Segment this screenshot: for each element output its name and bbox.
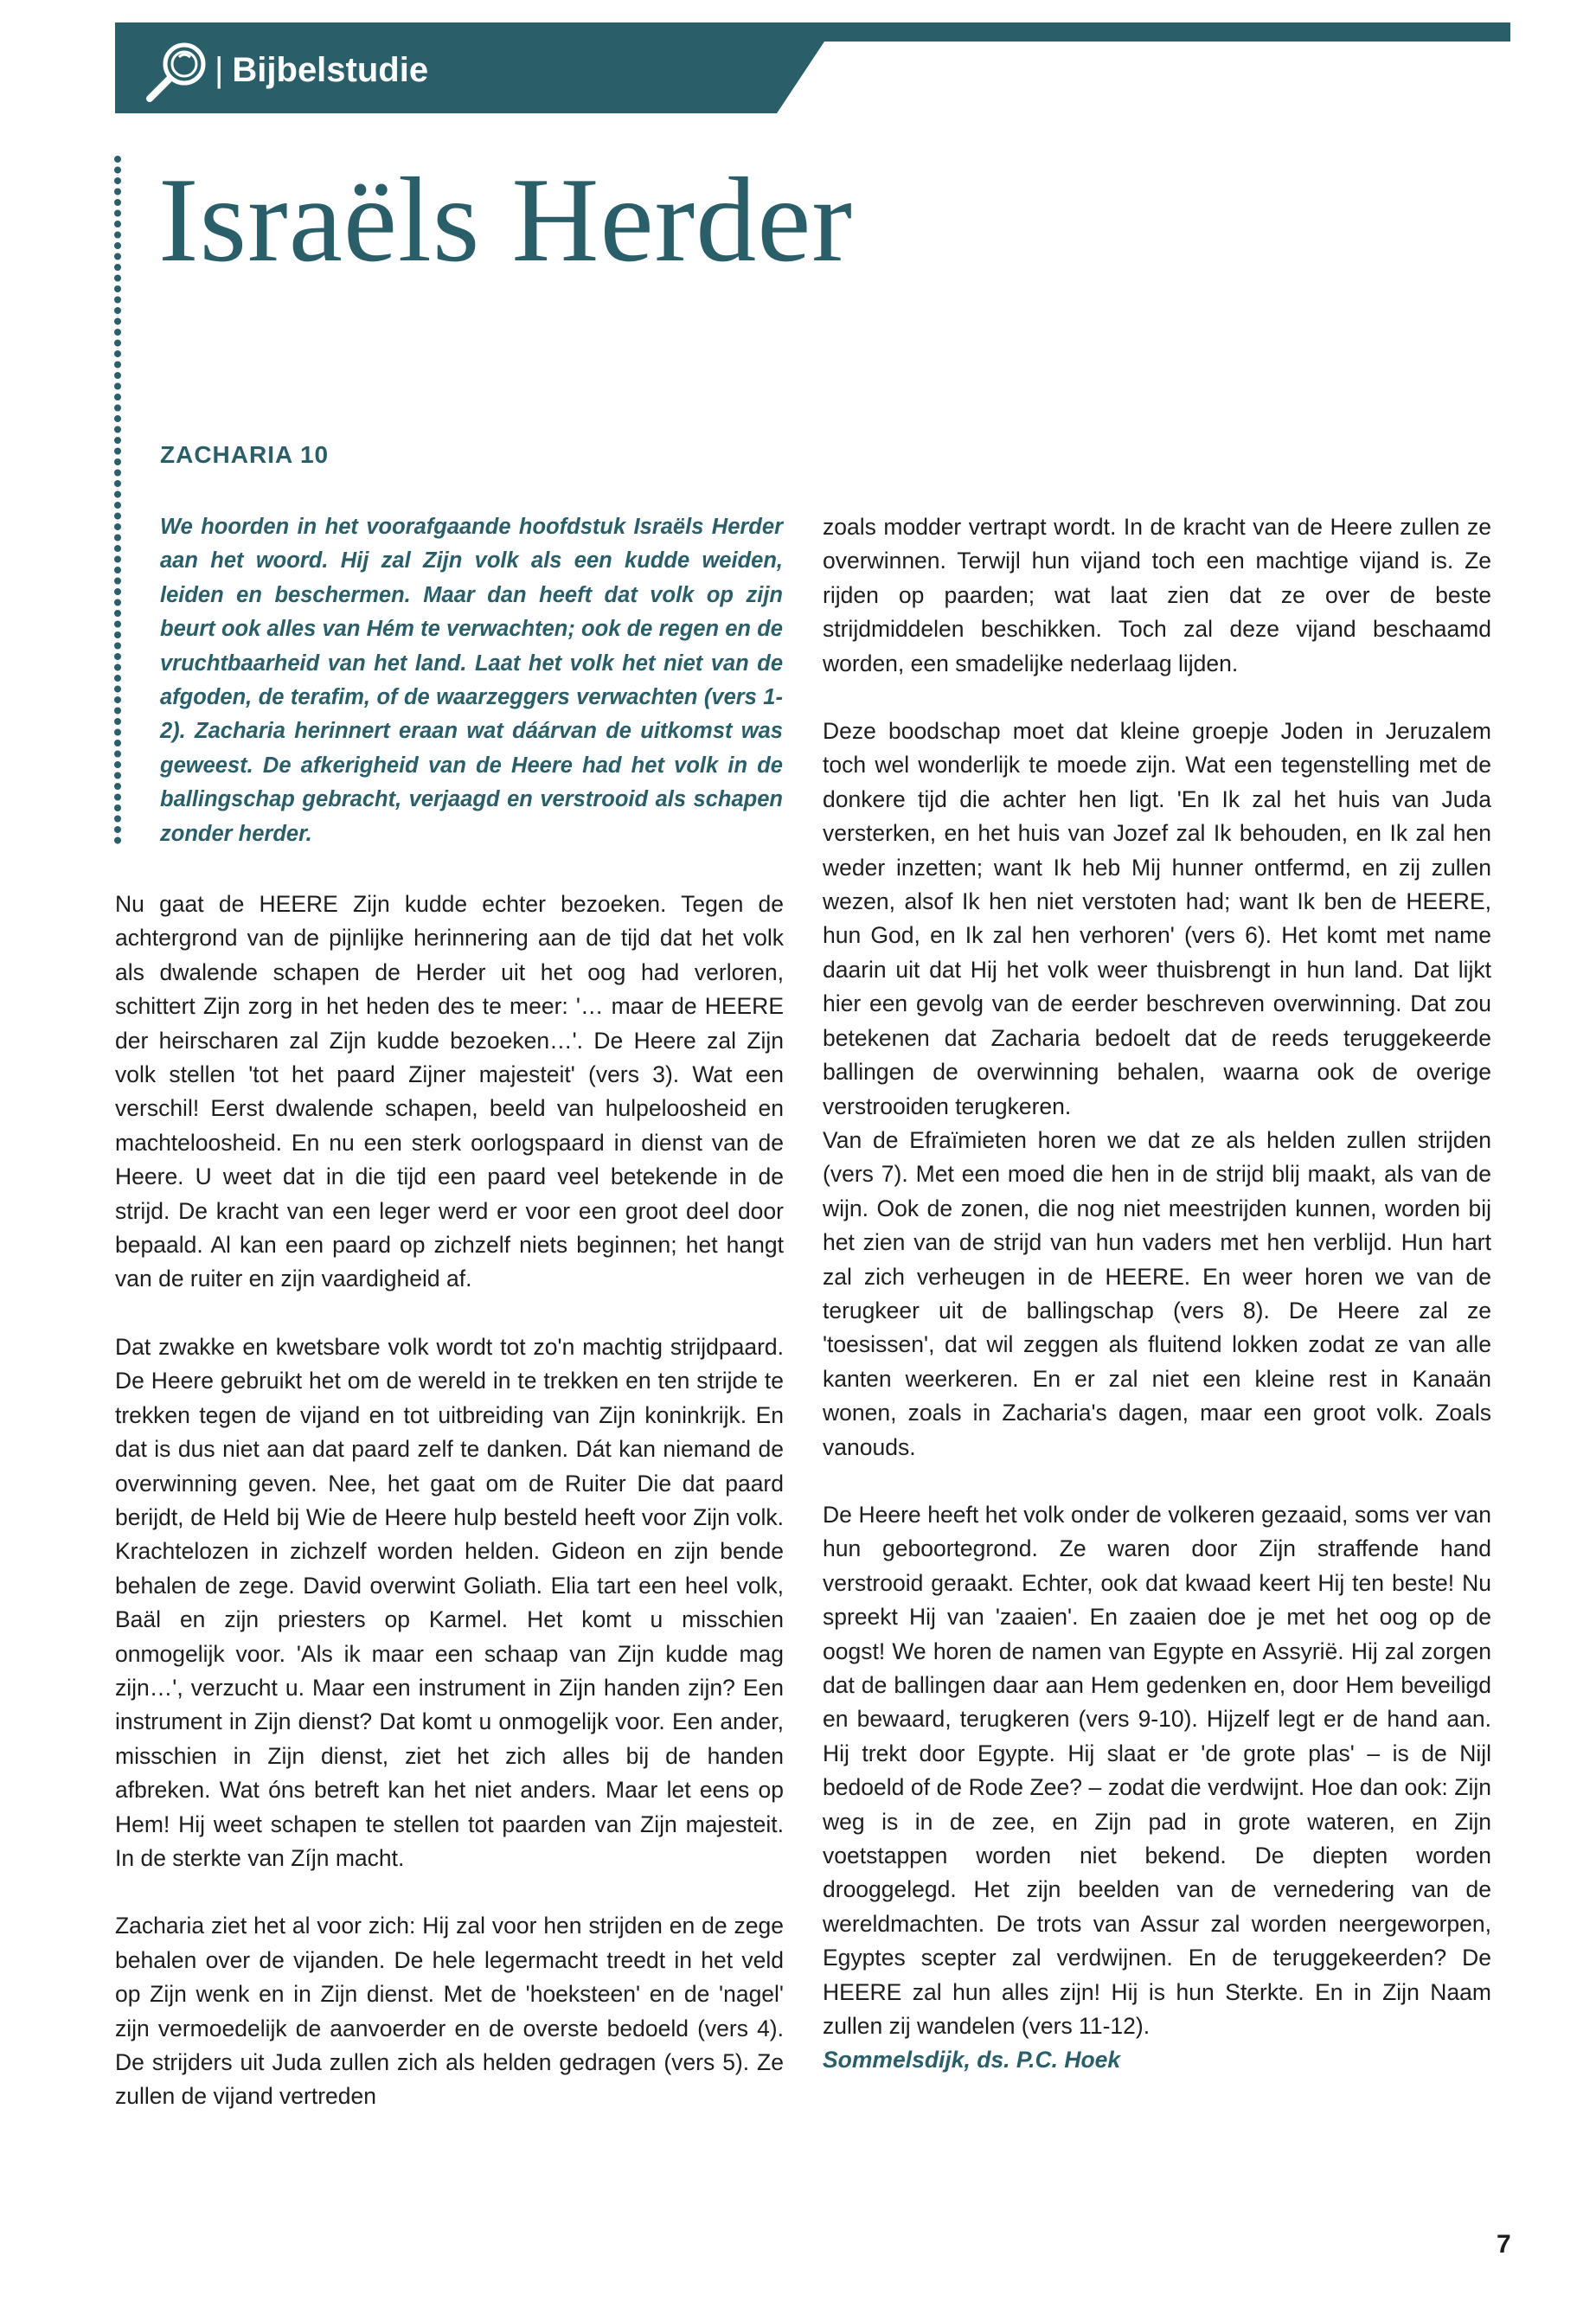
section-label: | Bijbelstudie bbox=[215, 51, 429, 89]
body-paragraph: zoals modder vertrapt wordt. In de kracht van de Heere zullen ze overwinnen. Terwijl hun vijand toch een machtige vijand is. Ze rijden op paarden; wat laat zien dat ze over de beste strijdmiddelen beschikken. Toch zal deze vijand beschaamd worden, een smadelijke nederlaag lijden. bbox=[823, 514, 1491, 676]
page-number: 7 bbox=[1497, 2230, 1511, 2259]
chapter-reference: ZACHARIA 10 bbox=[160, 441, 330, 468]
body-paragraph: Dat zwakke en kwetsbare volk wordt tot zo'n machtig strijdpaard. De Heere gebruikt het om de wereld in te trekken en ten strijde te trekken tegen de vijand en tot uitbreiding van Zijn koninkrijk. En dat is dus niet aan dat paard zelf te danken. Dát kan niemand de overwinning geven. Nee, het gaat om de Ruiter Die dat paard berijdt, de Held bij Wie de Heere hulp besteld heeft voor Zijn volk. Krachtelozen in zichzelf worden helden. Gideon en zijn bende behalen de zege. David overwint Goliath. Elia tart een heel volk, Baäl en zijn priesters op Karmel. Het komt u misschien onmogelijk voor. 'Als ik maar een schaap van Zijn kudde mag zijn…', verzucht u. Maar een instrument in Zijn handen zijn? Een instrument in Zijn dienst? Dat komt u onmogelijk voor. Een ander, misschien in Zijn dienst, ziet het zich alles bij de handen afbreken. Wat óns betreft kan het niet anders. Maar let eens op Hem! Hij weet schapen te stellen tot paarden van Zijn majesteit. In de sterkte van Zíjn macht. bbox=[115, 1333, 784, 1871]
article-title: Israëls Herder bbox=[158, 153, 854, 287]
body-paragraph: De Heere heeft het volk onder de volkeren gezaaid, soms ver van hun geboortegrond. Ze waren door Zijn straffende hand verstrooid geraakt. Echter, ook dat kwaad keert Hij ten beste! Nu spreekt Hij van 'zaaien'. En zaaien doe je met het oog op de oogst! We horen de namen van Egypte en Assyrië. Hij zal zorgen dat de ballingen daar aan Hem gedenken en, door Hem beveiligd en bewaard, terugkeren (vers 9-10). Hijzelf legt er de hand aan. Hij trekt door Egypte. Hij slaat er 'de grote plas' – is de Nijl bedoeld of de Rode Zee? – zodat die verdwijnt. Hoe dan ook: Zijn weg is in de zee, en Zijn pad in grote wateren, en Zijn voetstappen worden niet bekend. De diepten worden drooggelegd. Het zijn beelden van de vernedering van de wereldmachten. De trots van Assur zal worden neergeworpen, Egyptes scepter zal verdwijnen. En de teruggekeerden? De HEERE zal hun alles zijn! Hij is hun Sterkte. En in Zijn Naam zullen zij wandelen (vers 11-12). bbox=[823, 1501, 1491, 2040]
intro-paragraph: We hoorden in het voorafgaande hoofdstuk Israëls Herder aan het woord. Hij zal Zijn volk als een kudde weiden, leiden en beschermen. Maar dan heeft dat volk op zijn beurt ook alles van Hém te verwachten; ook de regen en de vruchtbaarheid van het land. Laat het volk het niet van de afgoden, de terafim, of de waarzeggers verwachten (vers 1-2). Zacharia herinnert eraan wat dáárvan de uitkomst was geweest. De afkerigheid van de Heere had het volk in de ballingschap gebracht, verjaagd en verstrooid als schapen zonder herder. bbox=[160, 515, 783, 846]
body-paragraph: Van de Efraïmieten horen we dat ze als helden zullen strijden (vers 7). Met een moed die hen in de strijd blij maakt, als van de wijn. Ook de zonen, die nog niet meestrijden kunnen, worden bij het zien van de strijd van hun vaders met hen verblijd. Hun hart zal zich verheugen in de HEERE. En weer horen we van de terugkeer uit de ballingschap (vers 8). De Heere zal ze 'toesissen', dat wil zeggen als fluitend lokken zodat ze van alle kanten weerkeren. En er zal niet een kleine rest in Kanaän wonen, zoals in Zacharia's dagen, maar een groot volk. Zoals vanouds. bbox=[823, 1126, 1491, 1460]
left-column bbox=[115, 888, 784, 2114]
body-paragraph: Zacharia ziet het al voor zich: Hij zal voor hen strijden en de zege behalen over de vijanden. De hele legermacht treedt in het veld op Zijn wenk en in Zijn dienst. Met de 'hoeksteen' en de 'nagel' zijn vermoedelijk de aanvoerder en de overste bedoeld (vers 4). De strijders uit Juda zullen zich als helden gedragen (vers 5). Ze zullen de vijand vertreden bbox=[115, 1913, 784, 2110]
right-column bbox=[823, 510, 1491, 2078]
section-header bbox=[115, 22, 1510, 113]
author-signature: Sommelsdijk, ds. P.C. Hoek bbox=[823, 2047, 1121, 2073]
body-paragraph: Nu gaat de HEERE Zijn kudde echter bezoeken. Tegen de achtergrond van de pijnlijke herinnering aan de tijd dat het volk als dwalende schapen de Herder uit het oog had verloren, schittert Zijn zorg in het heden des te meer: '… maar de HEERE der heirscharen zal Zijn kudde bezoeken…'. De Heere zal Zijn volk stellen 'tot het paard Zijner majesteit' (vers 3). Wat een verschil! Eerst dwalende schapen, beeld van hulpeloosheid en machteloosheid. En nu een sterk oorlogspaard in dienst van de Heere. U weet dat in die tijd een paard veel betekende in de strijd. De kracht van een leger werd er voor een groot deel door bepaald. Al kan een paard op zichzelf niets beginnen; het hangt van de ruiter en zijn vaardigheid af. bbox=[115, 891, 784, 1292]
magnifying-glass-icon bbox=[141, 38, 210, 107]
body-paragraph: Deze boodschap moet dat kleine groepje Joden in Jeruzalem toch wel wonderlijk te moede zijn. Wat een tegenstelling met de donkere tijd die achter hen ligt. 'En Ik zal het huis van Juda versterken, en het huis van Jozef zal Ik behouden, en Ik zal hen weder inzetten; want Ik heb Mij hunner ontfermd, en zij zullen wezen, alsof Ik hen niet verstoten had; want Ik ben de HEERE, hun God, en Ik zal hen verhoren' (vers 6). Het komt met name daarin uit dat Hij het volk weer thuisbrengt in hun land. Dat lijkt hier een gevolg van de eerder beschreven overwinning. Dat zou betekenen dat Zacharia bedoelt dat de reeds teruggekeerde ballingen de overwinning behalen, waarna ook de overige verstrooiden terugkeren. bbox=[823, 718, 1491, 1119]
dotted-rule bbox=[111, 154, 125, 855]
